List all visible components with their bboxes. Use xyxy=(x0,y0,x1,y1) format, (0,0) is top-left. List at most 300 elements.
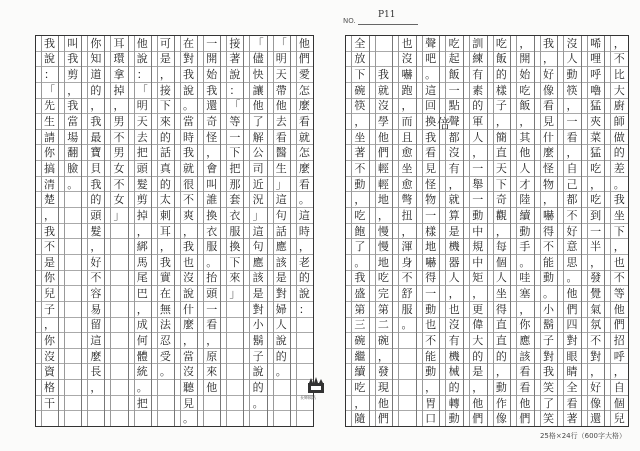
grid-cell: ， xyxy=(198,333,220,349)
grid-cell: 眼 xyxy=(558,349,581,365)
grid-cell: 快 xyxy=(244,67,266,83)
grid-cell: 物 xyxy=(417,192,440,208)
grid-cell: 下 xyxy=(221,255,243,271)
grid-cell: 了 xyxy=(535,396,558,412)
grid-cell: 筷 xyxy=(558,83,581,99)
grid-cell: 舉 xyxy=(464,177,487,193)
grid-cell: 我 xyxy=(36,36,58,52)
grid-cell: 耳 xyxy=(152,224,174,240)
grid-cell: 體 xyxy=(129,349,151,365)
page-number-field xyxy=(343,10,418,25)
grid-cell: 當 xyxy=(59,114,81,130)
grid-cell: 掉 xyxy=(105,83,127,99)
grid-cell: 慢 xyxy=(370,239,393,255)
grid-cell: 叫 xyxy=(198,177,220,193)
grid-cell: ， xyxy=(535,52,558,68)
grid-cell: 掉 xyxy=(129,208,151,224)
grid-cell: 他 xyxy=(129,36,151,52)
column-spacer xyxy=(488,36,494,426)
grid-cell: 翻 xyxy=(59,145,81,161)
grid-cell: 我 xyxy=(36,224,58,240)
grid-cell: 誰 xyxy=(198,192,220,208)
grid-cell: 不 xyxy=(582,333,605,349)
grid-cell: 說 xyxy=(175,286,197,302)
grid-cell: 開 xyxy=(198,52,220,68)
grid-cell: 明 xyxy=(129,99,151,115)
grid-cell: 物 xyxy=(535,177,558,193)
grid-cell: 一 xyxy=(464,161,487,177)
grid-cell: 不 xyxy=(393,271,416,287)
grid-cell: 一 xyxy=(198,36,220,52)
grid-cell: 易 xyxy=(82,302,104,318)
grid-cell: 。 xyxy=(175,99,197,115)
grid-cell: 看 xyxy=(558,396,581,412)
grid-cell: 機 xyxy=(440,239,463,255)
grid-cell: 換 xyxy=(198,208,220,224)
grid-cell: 格 xyxy=(36,380,58,396)
grid-cell: 人 xyxy=(488,271,511,287)
grid-cell: 大 xyxy=(605,83,628,99)
grid-cell: 也 xyxy=(393,36,416,52)
grid-cell: 何 xyxy=(129,333,151,349)
grid-cell: 原 xyxy=(198,349,220,365)
manuscript-column xyxy=(243,36,266,426)
grid-cell: 我 xyxy=(605,192,628,208)
grid-cell: 這 xyxy=(82,333,104,349)
manuscript-column xyxy=(534,36,558,426)
grid-cell: 飯 xyxy=(488,52,511,68)
grid-cell: 嚇 xyxy=(535,208,558,224)
grid-cell: 偉 xyxy=(464,318,487,334)
grid-cell: 覺 xyxy=(582,286,605,302)
grid-cell: 「 xyxy=(268,36,290,52)
grid-cell: 子 xyxy=(535,333,558,349)
left-manuscript-grid xyxy=(35,35,314,427)
grid-cell: 道 xyxy=(82,67,104,83)
grid-cell: 來 xyxy=(152,114,174,130)
grid-cell: 下 xyxy=(488,177,511,193)
grid-cell: 先 xyxy=(36,99,58,115)
grid-cell: 們 xyxy=(291,52,313,68)
grid-cell: 他 xyxy=(370,396,393,412)
grid-cell: 你 xyxy=(511,318,534,334)
grid-cell: 。 xyxy=(268,364,290,380)
grid-cell: 得 xyxy=(535,224,558,240)
grid-cell: 公 xyxy=(244,145,266,161)
column-spacer xyxy=(464,36,470,426)
grid-cell: 應 xyxy=(268,239,290,255)
grid-cell: 刺 xyxy=(152,208,174,224)
grid-cell: 法 xyxy=(152,318,174,334)
grid-cell: ， xyxy=(558,99,581,115)
grid-cell: 我 xyxy=(152,255,174,271)
grid-cell: 不 xyxy=(535,239,558,255)
grid-cell: 小 xyxy=(535,302,558,318)
grid-cell: 好 xyxy=(558,224,581,240)
grid-cell: ， xyxy=(488,114,511,130)
grid-cell: 見 xyxy=(175,396,197,412)
column-spacer xyxy=(535,36,541,426)
grid-cell: 碗 xyxy=(346,333,369,349)
grid-cell: 什 xyxy=(535,130,558,146)
grid-cell: ： xyxy=(221,83,243,99)
grid-cell: 直 xyxy=(488,318,511,334)
grid-cell: 無 xyxy=(152,302,174,318)
manuscript-column xyxy=(581,36,605,426)
grid-cell: 下 xyxy=(221,145,243,161)
grid-cell: 成 xyxy=(129,318,151,334)
grid-cell: 輕 xyxy=(370,177,393,193)
grid-cell: 睛 xyxy=(558,364,581,380)
grid-cell: 完 xyxy=(370,286,393,302)
grid-cell: 應 xyxy=(511,333,534,349)
grid-cell: ： xyxy=(129,67,151,83)
grid-cell: ， xyxy=(535,192,558,208)
grid-cell: 呼 xyxy=(605,349,628,365)
grid-cell: 素 xyxy=(464,83,487,99)
grid-cell: 陸 xyxy=(511,192,534,208)
grid-cell: 該 xyxy=(244,271,266,287)
grid-cell: 做 xyxy=(605,130,628,146)
column-spacer xyxy=(558,36,564,426)
grid-cell: 看 xyxy=(535,99,558,115)
grid-cell: 那 xyxy=(221,177,243,193)
grid-cell: 你 xyxy=(36,271,58,287)
grid-cell: 他 xyxy=(291,36,313,52)
grid-cell: 套 xyxy=(221,192,243,208)
grid-cell: ， xyxy=(511,114,534,130)
grid-cell: ， xyxy=(291,239,313,255)
grid-cell: 了 xyxy=(346,239,369,255)
grid-cell: 這 xyxy=(244,224,266,240)
grid-cell: 干 xyxy=(36,396,58,412)
grid-cell: 」 xyxy=(268,177,290,193)
grid-cell: 話 xyxy=(268,224,290,240)
manuscript-column xyxy=(267,36,290,426)
grid-cell: ， xyxy=(511,302,534,318)
grid-cell: 吃 xyxy=(370,271,393,287)
grid-cell: 統 xyxy=(129,364,151,380)
grid-cell: 坐 xyxy=(605,208,628,224)
grid-cell: 猛 xyxy=(582,99,605,115)
grid-cell: 」 xyxy=(221,286,243,302)
grid-cell: 第 xyxy=(370,302,393,318)
column-spacer xyxy=(346,36,352,426)
manuscript-column xyxy=(81,36,104,426)
column-spacer xyxy=(36,36,42,426)
grid-cell: 動 xyxy=(448,412,460,426)
manuscript-column xyxy=(36,36,58,426)
grid-cell: 服 xyxy=(393,302,416,318)
grid-cell: 看 xyxy=(268,130,290,146)
grid-cell: 矩 xyxy=(464,271,487,287)
grid-cell: 看 xyxy=(291,114,313,130)
grid-cell: 不 xyxy=(105,177,127,193)
grid-cell: 我 xyxy=(59,52,81,68)
grid-cell: 不 xyxy=(82,271,104,287)
grid-cell: 對 xyxy=(244,302,266,318)
grid-format-label: 25格×24行（600字大格） xyxy=(539,432,626,440)
grid-cell: 醫 xyxy=(268,145,290,161)
grid-cell: 氛 xyxy=(582,318,605,334)
grid-cell: 氣 xyxy=(582,302,605,318)
grid-cell: 當 xyxy=(175,349,197,365)
grid-cell: 樣 xyxy=(417,224,440,240)
grid-cell: 自 xyxy=(558,161,581,177)
manuscript-column xyxy=(439,36,463,426)
grid-cell: 他 xyxy=(511,396,534,412)
grid-cell: 能 xyxy=(535,255,558,271)
grid-cell: 應 xyxy=(244,255,266,271)
grid-cell: 嚇 xyxy=(393,67,416,83)
grid-cell: 。 xyxy=(198,255,220,271)
grid-cell: 看 xyxy=(511,364,534,380)
grid-cell: 說 xyxy=(36,52,58,68)
grid-cell: 都 xyxy=(558,192,581,208)
grid-cell: 觀 xyxy=(488,208,511,224)
grid-cell: 「 xyxy=(129,83,151,99)
manuscript-column xyxy=(604,36,628,426)
grid-cell: 把 xyxy=(129,396,151,412)
grid-cell: 天 xyxy=(129,114,151,130)
grid-cell: 很 xyxy=(175,177,197,193)
grid-cell: 剪 xyxy=(59,67,81,83)
grid-cell: 這 xyxy=(291,208,313,224)
grid-cell: 我 xyxy=(82,177,104,193)
grid-cell: 人 xyxy=(440,271,463,287)
grid-cell: 愛 xyxy=(291,67,313,83)
manuscript-column xyxy=(346,36,369,426)
grid-cell: 扭 xyxy=(393,208,416,224)
grid-cell: 碗 xyxy=(346,83,369,99)
grid-cell: 且 xyxy=(393,130,416,146)
grid-cell: 吃 xyxy=(582,192,605,208)
grid-cell: 他 xyxy=(605,302,628,318)
grid-cell: 耳 xyxy=(105,36,127,52)
grid-cell: 不 xyxy=(36,239,58,255)
grid-cell: 還 xyxy=(198,99,220,115)
grid-cell: 說 xyxy=(221,67,243,83)
grid-cell: 清 xyxy=(36,177,58,193)
column-spacer xyxy=(582,36,588,426)
manuscript-column xyxy=(487,36,511,426)
manuscript-column xyxy=(220,36,243,426)
grid-cell: 留 xyxy=(82,318,104,334)
grid-cell: 人 xyxy=(268,318,290,334)
grid-cell: 沒 xyxy=(440,318,463,334)
grid-cell: ， xyxy=(605,239,628,255)
grid-cell: 知 xyxy=(82,52,104,68)
grid-cell: 人 xyxy=(558,52,581,68)
grid-cell: 得 xyxy=(417,271,440,287)
column-spacer xyxy=(417,36,423,426)
grid-cell: 練 xyxy=(464,52,487,68)
grid-cell: 場 xyxy=(59,130,81,146)
grid-cell: 生 xyxy=(268,161,290,177)
grid-cell: 嚇 xyxy=(417,255,440,271)
grid-cell: 的 xyxy=(488,349,511,365)
grid-cell: 兒 xyxy=(36,286,58,302)
grid-cell: 女 xyxy=(105,192,127,208)
grid-cell: 的 xyxy=(605,145,628,161)
grid-cell: ， xyxy=(152,239,174,255)
grid-cell: 聲 xyxy=(417,36,440,52)
grid-cell: 訓 xyxy=(464,36,487,52)
column-spacer xyxy=(129,36,135,426)
column-spacer xyxy=(370,36,376,426)
grid-cell: ， xyxy=(198,145,220,161)
grid-cell: 我 xyxy=(175,67,197,83)
grid-cell: 。 xyxy=(417,67,440,83)
grid-cell: 軍 xyxy=(464,114,487,130)
grid-cell: 去 xyxy=(129,130,151,146)
margin-annotation: 倍 xyxy=(437,117,451,132)
grid-cell: 換 xyxy=(221,239,243,255)
grid-cell: ， xyxy=(82,99,104,115)
grid-cell: 抬 xyxy=(198,271,220,287)
grid-cell: 爽 xyxy=(175,208,197,224)
grid-cell: 時 xyxy=(175,130,197,146)
grid-cell: 愈 xyxy=(393,177,416,193)
grid-cell: 地 xyxy=(417,239,440,255)
grid-cell: 作 xyxy=(488,396,511,412)
grid-cell: 我 xyxy=(370,67,393,83)
grid-cell: 況 xyxy=(244,192,266,208)
grid-cell: 有 xyxy=(440,333,463,349)
grid-cell: 好 xyxy=(535,67,558,83)
grid-cell: ， xyxy=(82,239,104,255)
grid-cell: 續 xyxy=(346,364,369,380)
grid-cell: 兒 xyxy=(613,412,625,426)
grid-cell: 的 xyxy=(464,99,487,115)
grid-cell: 吃 xyxy=(440,36,463,52)
grid-cell: ， xyxy=(464,145,487,161)
grid-cell: 己 xyxy=(558,177,581,193)
grid-cell: 哇 xyxy=(511,271,534,287)
grid-cell: 我 xyxy=(198,83,220,99)
grid-cell: ， xyxy=(36,318,58,334)
grid-cell: 比 xyxy=(605,67,628,83)
grid-cell: ， xyxy=(59,83,81,99)
grid-cell: ， xyxy=(393,99,416,115)
column-spacer xyxy=(105,36,111,426)
grid-cell: ， xyxy=(582,177,605,193)
grid-cell: 轉 xyxy=(440,396,463,412)
grid-cell: 當 xyxy=(175,114,197,130)
grid-cell: 繼 xyxy=(346,349,369,365)
grid-cell: 一 xyxy=(464,192,487,208)
grid-cell: ， xyxy=(464,380,487,396)
grid-cell: 你 xyxy=(36,333,58,349)
grid-cell: 麼 xyxy=(291,99,313,115)
grid-cell: 飯 xyxy=(440,67,463,83)
manuscript-column xyxy=(392,36,416,426)
grid-cell: 」 xyxy=(105,208,127,224)
grid-cell: 個 xyxy=(488,255,511,271)
grid-cell: 他 xyxy=(464,396,487,412)
grid-cell: 的 xyxy=(291,271,313,287)
grid-cell: 我 xyxy=(59,99,81,115)
grid-cell: 沒 xyxy=(175,271,197,287)
grid-cell: 學 xyxy=(370,114,393,130)
grid-cell: 沒 xyxy=(393,52,416,68)
grid-cell: 思 xyxy=(558,255,581,271)
grid-cell: 他 xyxy=(370,130,393,146)
column-spacer xyxy=(291,36,297,426)
grid-cell: 夾 xyxy=(582,114,605,130)
grid-cell: 該 xyxy=(268,255,290,271)
grid-cell: ， xyxy=(346,396,369,412)
grid-cell: 句 xyxy=(244,239,266,255)
grid-cell: 接 xyxy=(221,36,243,52)
grid-cell: 。 xyxy=(511,255,534,271)
grid-cell: 他 xyxy=(511,145,534,161)
grid-cell: 碗 xyxy=(370,333,393,349)
grid-cell: 跑 xyxy=(393,83,416,99)
grid-cell: 一 xyxy=(558,114,581,130)
grid-cell: 中 xyxy=(464,224,487,240)
grid-cell: 械 xyxy=(440,364,463,380)
grid-cell: 你 xyxy=(82,36,104,52)
grid-cell: 算 xyxy=(440,208,463,224)
grid-cell: 也 xyxy=(605,255,628,271)
grid-cell: 們 xyxy=(558,302,581,318)
grid-cell: 沒 xyxy=(558,36,581,52)
grid-cell: 「 xyxy=(244,36,266,52)
grid-cell: 司 xyxy=(244,161,266,177)
grid-cell: 。 xyxy=(59,177,81,193)
grid-cell: 二 xyxy=(370,318,393,334)
grid-cell: 」 xyxy=(244,208,266,224)
grid-cell: 看 xyxy=(417,145,440,161)
grid-cell: 唏 xyxy=(582,36,605,52)
page-number: P11 xyxy=(378,10,396,20)
grid-cell: 像 xyxy=(582,396,605,412)
grid-cell: ， xyxy=(105,99,127,115)
grid-cell: 不 xyxy=(417,333,440,349)
grid-cell: 子 xyxy=(488,99,511,115)
grid-cell: 說 xyxy=(175,83,197,99)
grid-cell: ， xyxy=(393,224,416,240)
grid-cell: 時 xyxy=(291,224,313,240)
grid-cell: 的 xyxy=(152,130,174,146)
grid-cell: 可 xyxy=(152,36,174,52)
grid-cell: 去 xyxy=(268,114,290,130)
grid-cell: 等 xyxy=(605,286,628,302)
grid-cell: 這 xyxy=(268,192,290,208)
grid-cell: 廚 xyxy=(605,99,628,115)
grid-cell: ， xyxy=(582,364,605,380)
grid-cell: 像 xyxy=(535,83,558,99)
grid-cell: 吃 xyxy=(346,208,369,224)
grid-cell: 不 xyxy=(605,271,628,287)
grid-cell: 句 xyxy=(268,208,290,224)
grid-cell: 男 xyxy=(105,145,127,161)
grid-cell: 放 xyxy=(346,52,369,68)
grid-cell: 的 xyxy=(82,83,104,99)
grid-cell: 資 xyxy=(36,364,58,380)
grid-cell: ， xyxy=(82,380,104,396)
grid-cell: 他 xyxy=(244,99,266,115)
grid-cell: 衣 xyxy=(198,224,220,240)
grid-cell: 不 xyxy=(558,208,581,224)
grid-cell: 換 xyxy=(417,114,440,130)
grid-cell: 。 xyxy=(393,318,416,334)
grid-cell: 聲 xyxy=(440,114,463,130)
grid-cell: 看 xyxy=(198,318,220,334)
grid-cell: 菜 xyxy=(582,130,605,146)
grid-cell: ， xyxy=(36,208,58,224)
